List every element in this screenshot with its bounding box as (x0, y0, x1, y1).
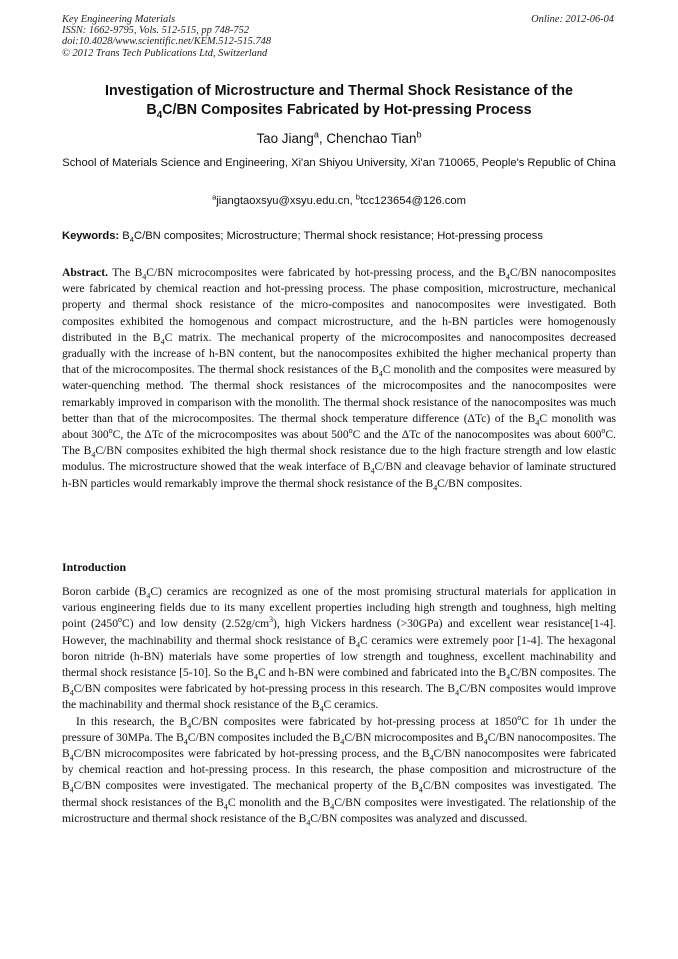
journal-name: Key Engineering Materials (62, 14, 176, 25)
text-run: C. The B (62, 428, 616, 458)
subscript: 4 (91, 450, 96, 460)
text-run: C/BN microcomposites and B (344, 730, 484, 744)
paper-title (60, 82, 618, 120)
subscript: 4 (455, 688, 460, 698)
text-run: In this research, the B (76, 714, 188, 728)
subscript: 4 (535, 418, 540, 428)
subscript: 4 (183, 737, 188, 747)
affiliation: School of Materials Science and Engineering, Xi'an Shiyou University, Xi'an 710065, People's Republic of China (62, 157, 616, 169)
subscript: 4 (418, 785, 423, 795)
subscript: 4 (506, 672, 511, 682)
email-mark: a (212, 192, 217, 202)
text-run: ), high Vickers hardness (>30GPa) and excellent wear resistance[1-4]. However, the machinability and thermal shock resistance of B (62, 617, 617, 647)
keywords-text: C/BN composites; Microstructure; Thermal shock resistance; Hot-pressing process (134, 230, 543, 242)
text-run: C/BN composites were investigated. The mechanical property of the B (73, 779, 419, 793)
subscript: 4 (483, 737, 488, 747)
title-text: C/BN Composites Fabricated by Hot-pressing Process (162, 102, 532, 118)
journal-copyright: © 2012 Trans Tech Publications Ltd, Switzerland (62, 47, 268, 59)
text-run: C matrix. The mechanical property of the microcomposites and nanocomposites decreased gradually with the increase of h-BN content, but the nanocomposites exhibited the higher mechanical property than that of the microcomposites. The thermal shock resistances of the B (62, 330, 616, 377)
text-run: C/BN microcomposites were fabricated by hot-pressing process, and the B (73, 747, 430, 761)
subscript: 4 (146, 591, 151, 601)
title-line-2 (60, 101, 618, 120)
text-run: Boron carbide (B (62, 585, 147, 598)
subscript: 4 (160, 337, 165, 347)
subscript: 4 (69, 785, 74, 795)
text-run: C) and low density (2.52g/cm (121, 617, 270, 631)
keywords (62, 230, 618, 245)
title-text: B (146, 102, 157, 118)
author-affil-mark: a (313, 129, 319, 140)
author-name: Chenchao Tian (326, 131, 417, 146)
superscript: 3 (269, 615, 274, 625)
text-run: C/BN composites were fabricated by hot-pressing process at 1850 (191, 714, 518, 728)
subscript: 4 (69, 688, 74, 698)
subscript: 4 (433, 482, 438, 492)
journal-issn: ISSN: 1662-9795, Vols. 512-515, pp 748-752 (62, 25, 250, 37)
text-run: C monolith and the composites were measured by water-quenching method. The thermal shock resistances of the microcomposites and the nanocomposites were remarkably improved in comparison with the monolith. The thermal shock resistance of the nanocomposites was much better than that of the microcomposites. The thermal shock temperature difference (ΔTc) of the B (62, 363, 616, 425)
introduction-body (62, 584, 616, 827)
text-run: C) ceramics are recognized as one of the most promising structural materials for application in various engineering fields due to its many excellent properties including high strength and toughness, high melting point (2450 (62, 585, 616, 631)
subscript: 4 (330, 801, 335, 811)
text-run: C/BN nanocomposites. The B (62, 730, 616, 761)
abstract-body (62, 266, 616, 490)
subscript: 4 (223, 801, 228, 811)
superscript: o (601, 426, 606, 436)
section-heading-introduction: Introduction (62, 560, 127, 574)
author-affil-mark: b (416, 129, 422, 140)
text-run: C monolith and the B (227, 795, 331, 809)
email-address: jiangtaoxsyu@xsyu.edu.cn, (216, 195, 356, 207)
keywords-text: B (119, 230, 130, 242)
subscript: 4 (187, 720, 192, 730)
subscript: 4 (429, 753, 434, 763)
subscript: 4 (356, 639, 361, 649)
text-run: C/BN composites was investigated. The thermal shock resistances of the B (62, 779, 617, 809)
title-subscript: 4 (156, 109, 163, 121)
text-run: C and the ΔTc of the nanocomposites was about 600 (352, 428, 602, 442)
text-run: C/BN nanocomposites were fabricated by chemical reaction and hot-pressing process. In this research, the phase composition and microstructure of the B (62, 747, 616, 793)
text-run: C and h-BN were combined and fabricated into the B (257, 666, 507, 680)
superscript: o (108, 426, 113, 436)
text-run: The B (108, 266, 143, 279)
title-line-1: Investigation of Microstructure and Thermal Shock Resistance of the (105, 83, 573, 99)
text-run: C for 1h under the pressure of 30MPa. The B (62, 714, 616, 744)
text-run: C/BN composites would improve the machinability and thermal shock resistance of the B (62, 682, 616, 712)
text-run: C monolith was about 300 (62, 411, 616, 442)
text-run: C/BN nanocomposites were fabricated by chemical reaction and hot-pressing process. The phase composition, microstructure, mechanical property and thermal shock resistance of the micro-composites and nanocomposites were investigated. Both composites exhibited the homogenous and compact microstructure, and the h-BN particles were homogenously distributed in the B (62, 266, 616, 344)
author-separator: , (318, 131, 327, 146)
journal-header (62, 14, 271, 59)
subscript: 4 (306, 818, 311, 828)
subscript: 4 (69, 753, 74, 763)
keywords-subscript: 4 (129, 235, 135, 245)
abstract (62, 265, 616, 492)
text-run: C ceramics. (323, 698, 379, 712)
subscript: 4 (370, 466, 375, 476)
text-run: C/BN composites were fabricated by hot-pressing process in this research. The B (73, 682, 456, 696)
subscript: 4 (340, 737, 345, 747)
text-run: C/BN composites included the B (187, 730, 341, 744)
superscript: o (118, 615, 122, 625)
subscript: 4 (505, 272, 510, 282)
text-run: C/BN and cleavage behavior of laminate structured h-BN particles would remarkably improve the thermal shock resistance of the B (62, 460, 616, 490)
text-run: C, the ΔTc of the microcomposites was about 500 (112, 428, 349, 442)
email-mark: b (355, 192, 361, 202)
email-address: tcc123654@126.com (360, 195, 466, 207)
text-run: C/BN microcomposites were fabricated by hot-pressing process, and the B (146, 266, 506, 279)
text-run: C/BN composites were investigated. The relationship of the microstructure and thermal shock resistance of the B (62, 795, 616, 825)
keywords-label: Keywords: (62, 230, 120, 242)
text-run: C/BN composites was analyzed and discussed. (310, 811, 528, 825)
paragraph (62, 714, 616, 827)
author-emails (60, 192, 618, 207)
subscript: 4 (378, 369, 383, 379)
text-run: C/BN composites exhibited the high thermal shock resistance due to the high fracture strength and low elastic modulus. The microstructure showed that the weak interface of B (62, 444, 617, 474)
subscript: 4 (254, 672, 258, 682)
abstract-label: Abstract. (62, 266, 109, 279)
paragraph (62, 584, 616, 714)
text-run: C/BN composites. The B (62, 666, 616, 696)
subscript: 4 (142, 272, 147, 282)
text-run: C/BN composites. (437, 476, 523, 490)
subscript: 4 (319, 704, 324, 714)
author-name: Tao Jiang (256, 131, 314, 146)
superscript: o (348, 426, 353, 436)
journal-doi: doi:10.4028/www.scientific.net/KEM.512-515.748 (62, 36, 272, 48)
online-date: Online: 2012-06-04 (531, 14, 614, 25)
superscript: o (517, 712, 522, 722)
author-list (60, 131, 618, 146)
text-run: C ceramics were extremely poor [1-4]. The hexagonal boron nitride (h-BN) materials have some properties of low strength and toughness, excellent machinability and thermal shock resistance [5-10]. So the B (62, 633, 616, 680)
